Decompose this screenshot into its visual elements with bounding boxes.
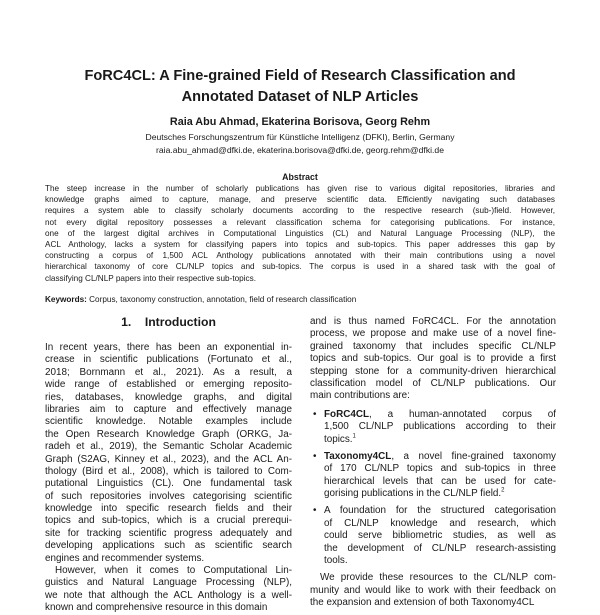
text-line: We provide these resources to the CL/NLP com- (320, 572, 556, 584)
section-heading (45, 315, 292, 329)
text-line: and is thus named FoRC4CL. For the annotation (310, 316, 556, 327)
abstract-heading: Abstract (282, 172, 318, 182)
text-line: knowledge graphs aimed to capture, manage, and preserve scientific data. Efficiently navigating such databases (45, 195, 555, 205)
bold-term: Taxonomy4CL (324, 450, 392, 462)
text-line: knowledge into specific research fields and their (45, 503, 292, 515)
contributions-list (310, 409, 556, 568)
text-line: could serve bibliometric studies, as well as (324, 530, 556, 542)
affiliation-block (0, 131, 600, 157)
text-line: crease in scientific publications (Fortunato et al., (45, 354, 292, 366)
right-column (310, 316, 556, 610)
paper-title (0, 66, 600, 108)
text-line (324, 505, 556, 517)
text-line: of CL/NLP knowledge and research, which (324, 517, 556, 529)
text-line: grained taxonomy that includes specific CL/NLP (310, 340, 556, 352)
text: tools. (324, 555, 348, 567)
text-line: process, we propose and make use of a novel fine- (310, 328, 556, 340)
list-item (310, 505, 556, 567)
left-column (45, 342, 292, 615)
text-line: classification model of CL/NLP publications. Our (310, 377, 556, 389)
paragraph (45, 342, 292, 565)
text-line: we note that although the ACL Anthology is a well- (45, 589, 292, 601)
list-item (310, 451, 556, 501)
text-line: 2018; Bornmann et al., 2021). As a result, a (45, 366, 292, 378)
text-line (324, 451, 556, 463)
text-line: known and comprehensive resource in this domain (45, 602, 268, 614)
text: , a human-annotated corpus of (368, 408, 556, 420)
text-line: Graph (S2AG, Kinney et al., 2023), and the ACL An- (45, 453, 292, 465)
text-line: ries, databases, knowledge graphs, and digital (45, 391, 292, 403)
text-line: In recent years, there has been an exponential in- (45, 342, 292, 353)
text: gorising publications in the CL/NLP field. (324, 488, 502, 500)
bold-term: FoRC4CL (324, 408, 369, 420)
text-line: classifying CL/NLP papers into their respective sub-topics. (45, 273, 257, 283)
text-line: of such repositories involves categorising scientific (45, 490, 292, 502)
section-title: Introduction (144, 315, 216, 329)
text-line (324, 409, 556, 421)
authors: Raia Abu Ahmad, Ekaterina Borisova, Georg Rehm (169, 116, 431, 128)
text-line: libraries aim to capture and effectively manage (45, 403, 292, 415)
footnote-marker: 1 (352, 433, 356, 440)
list-item (310, 409, 556, 446)
text-line: the Open Research Knowledge Graph (ORKG, Ja- (45, 428, 292, 440)
text-line: the development of CL/NLP research-assisting (324, 542, 556, 554)
text-line: topics and sub-topics, which is a crucial prerequi- (45, 515, 292, 527)
text-line: engines and recommender systems. (45, 552, 205, 564)
text-line: thology (Bird et al., 2008), which is tailored to Com- (45, 465, 292, 477)
text-line: topics and sub-topics. Our goal is to provide a first (310, 353, 556, 365)
text-line: not every digital repository possesses a relevant classification schema for categorising publications. For instance, (45, 217, 555, 227)
text-line: However, when it comes to Computational Lin- (55, 565, 292, 577)
section-number: 1. (121, 315, 132, 329)
text-line: constructing a corpus of 1,500 ACL Anthology publications annotated with their main contributions using a novel (45, 251, 555, 261)
text-line: main contributions are: (310, 390, 410, 402)
abstract-body (45, 183, 555, 284)
affiliation: Deutsches Forschungszentrum für Künstliche Intelligenz (DFKI), Berlin, Germany (145, 132, 455, 142)
text-line: scientific knowledge. Notable examples include (45, 416, 292, 428)
footnote-marker: 2 (501, 487, 505, 494)
text-line: hierarchical taxonomy of core CL/NLP topics and sub-topics. The corpus is used in a shared task with the goal of (45, 262, 555, 272)
text-line: 1,500 CL/NLP publications according to their (324, 421, 556, 433)
paragraph (310, 572, 556, 609)
text-line: guistics and Natural Language Processing (NLP), (45, 577, 292, 589)
text-line (324, 555, 556, 567)
title-line-1: FoRC4CL: A Fine-grained Field of Research Classification and (84, 68, 516, 84)
text-line: of 170 CL/NLP topics and sub-topics in three (324, 463, 556, 475)
text-line: stepping stone for a community-driven hierarchical (310, 365, 556, 377)
text-line: radeh et al., 2019), the Semantic Scholar Academic (45, 441, 292, 453)
text-line: wide range of established or emerging reposito- (45, 379, 292, 391)
text: , a novel fine-grained taxonomy (391, 450, 556, 462)
text-line: hierarchical levels that can be used for cate- (324, 475, 556, 487)
emails: raia.abu_ahmad@dfki.de, ekaterina.borisova@dfki.de, georg.rehm@dfki.de (156, 145, 444, 155)
keywords-text: Corpus, taxonomy construction, annotation, field of research classification (89, 295, 357, 304)
paragraph (310, 316, 556, 403)
text-line: ACL Anthology, lacks a system for classifying papers into topics and sub-topics. This paper addresses this gap by (45, 239, 555, 249)
keywords-label: Keywords: (45, 295, 87, 304)
text-line: requires a system able to classify scholarly documents according to the respective research (sub-)field. However, (45, 206, 555, 216)
text: topics. (324, 433, 353, 445)
text-line: putational Linguistics (CL). One fundamental task (45, 478, 292, 490)
text-line (324, 488, 556, 500)
title-line-2: Annotated Dataset of NLP Articles (181, 89, 419, 105)
paragraph (45, 565, 292, 615)
text-line: developing applications such as scientific search (45, 540, 292, 552)
bullet-icon: • (313, 505, 317, 517)
text-line (324, 434, 556, 446)
text-line: the expansion and extension of both Taxonomy4CL (310, 597, 535, 609)
bullet-icon: • (313, 408, 317, 420)
keywords (45, 295, 356, 304)
text-line: The steep increase in the number of scholarly publications has given rise to various digital repositories, libraries and (45, 184, 555, 193)
bullet-icon: • (313, 450, 317, 462)
text-line: munity and would like to work with their feedback on (310, 584, 556, 596)
text-line: one of the largest digital archives in Computational Linguistics (CL) and Natural Language Processing (NLP), the (45, 228, 555, 238)
text: A foundation for the structured categorisation (324, 505, 556, 517)
text-line: site for tracking scientific progress adequately and (45, 527, 292, 539)
